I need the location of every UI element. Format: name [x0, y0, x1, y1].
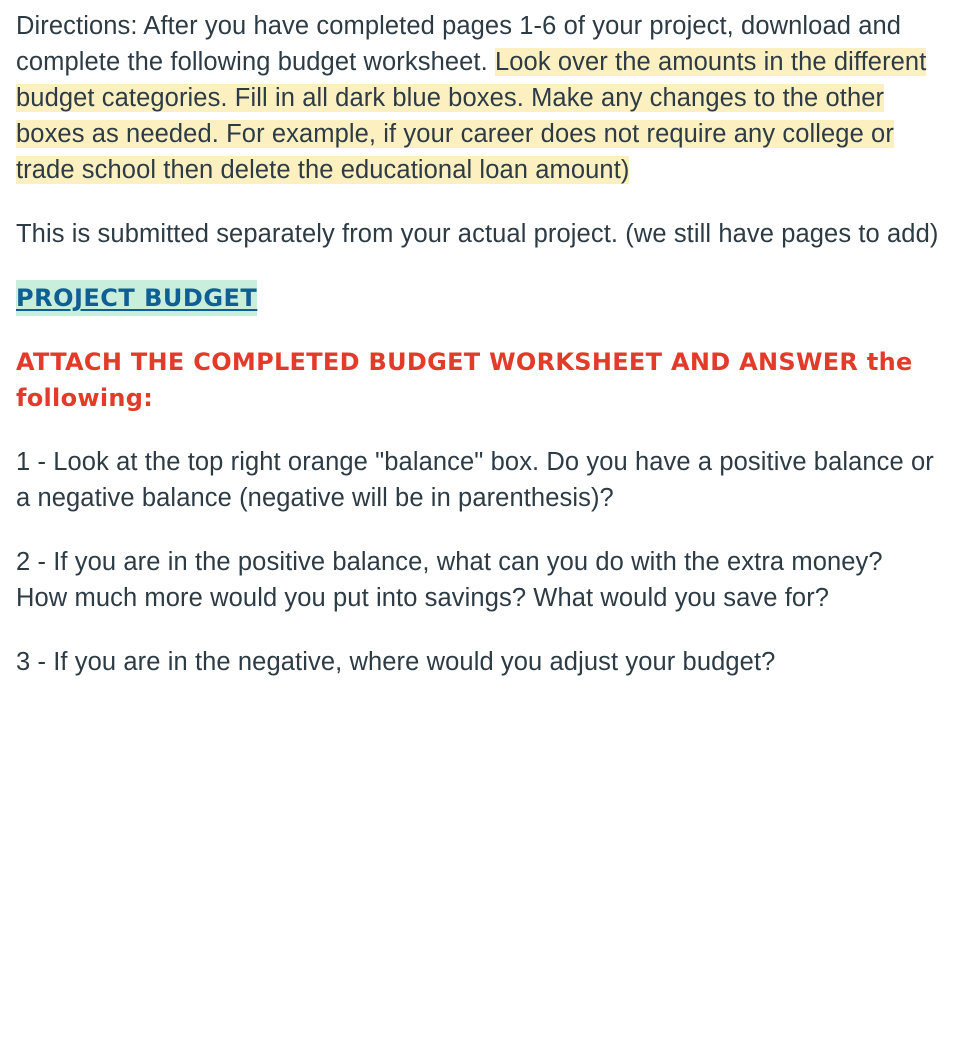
directions-highlight: Look over the amounts in the different budget categories. Fill in all dark blue boxes. Make any changes to the other boxes as needed. For example, if your career does not require any college or trade school then delete the educational loan amount): [16, 48, 927, 184]
directions-intro: Directions: After you have completed pages 1-6 of your project, download and complete the following budget worksheet.: [16, 12, 902, 76]
project-budget-paragraph: [16, 280, 941, 316]
question-2: 2 - If you are in the positive balance, what can you do with the extra money? How much more would you put into savings? What would you save for?: [16, 548, 883, 612]
project-budget-link[interactable]: PROJECT BUDGET: [16, 280, 257, 316]
assignment-content: [16, 8, 941, 708]
question-3: 3 - If you are in the negative, where would you adjust your budget?: [16, 648, 776, 676]
attach-heading: ATTACH THE COMPLETED BUDGET WORKSHEET AND ANSWER the following:: [16, 348, 913, 412]
submission-note: This is submitted separately from your actual project. (we still have pages to add): [16, 220, 939, 248]
directions-paragraph: [16, 8, 941, 188]
question-1: 1 - Look at the top right orange "balance" box. Do you have a positive balance or a negative balance (negative will be in parenthesis)?: [16, 448, 934, 512]
